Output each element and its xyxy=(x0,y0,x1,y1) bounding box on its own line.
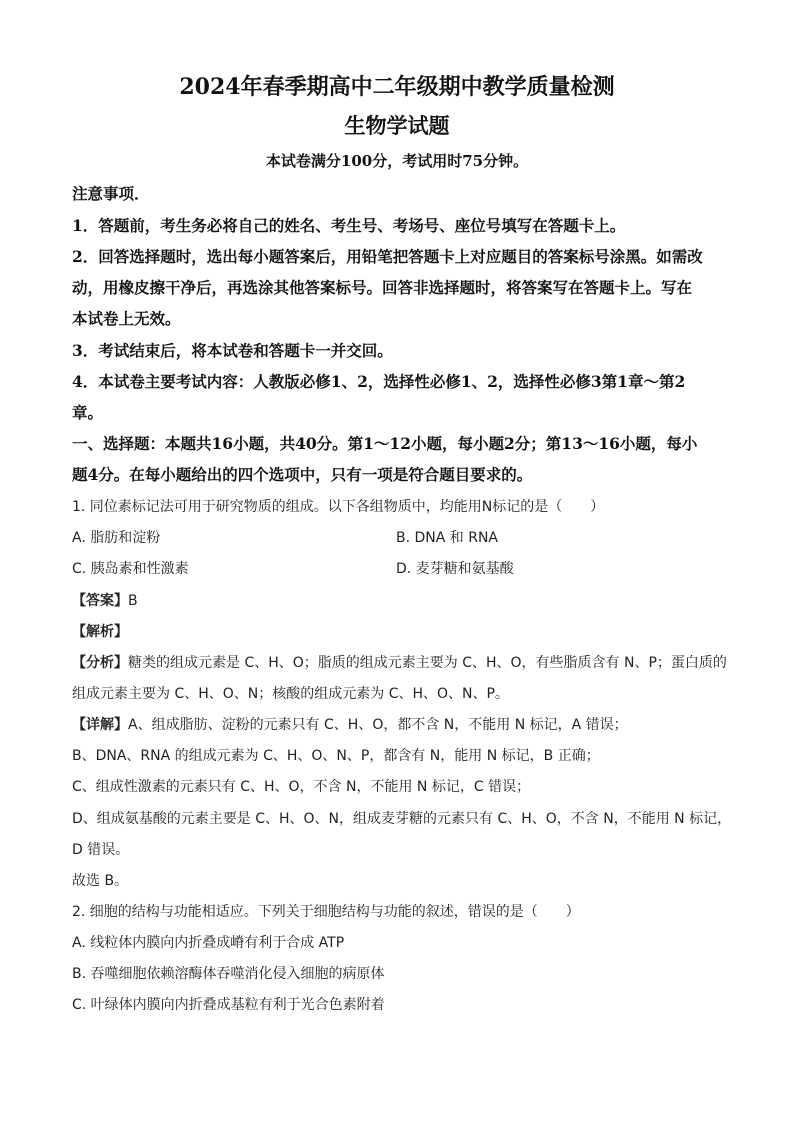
q1-option-c: C. 胰岛素和性激素 xyxy=(72,561,189,577)
note-item: 动，用橡皮擦干净后，再选涂其他答案标号。回答非选择题时，将答案写在答题卡上。写在 xyxy=(72,278,693,297)
q1-fenxi-cont: 组成元素主要为 C、H、O、N；核酸的组成元素为 C、H、O、N、P。 xyxy=(72,686,509,702)
q1-option-d: D. 麦芽糖和氨基酸 xyxy=(396,561,514,577)
note-item: 章。 xyxy=(72,403,104,422)
q1-detail-d-cont: D 错误。 xyxy=(72,842,130,858)
question-2-stem: 2. 细胞的结构与功能相适应。下列关于细胞结构与功能的叙述，错误的是（ ） xyxy=(72,904,580,920)
exam-title: 2024年春季期高中二年级期中教学质量检测 xyxy=(179,74,615,100)
q1-option-b: B. DNA 和 RNA xyxy=(396,530,499,546)
note-item: 3．考试结束后，将本试卷和答题卡一并交回。 xyxy=(72,341,393,360)
q2-option-a: A. 线粒体内膜向内折叠成嵴有利于合成 ATP xyxy=(72,935,345,951)
subject-title: 生物学试题 xyxy=(344,113,450,138)
detail-tag: 【详解】 xyxy=(72,717,128,733)
q1-conclusion: 故选 B。 xyxy=(72,873,129,889)
section-heading-cont: 题4分。在每小题给出的四个选项中，只有一项是符合题目要求的。 xyxy=(72,465,533,484)
section-heading: 一、选择题：本题共16小题，共40分。第1～12小题，每小题2分；第13～16小题，每小 xyxy=(72,434,698,453)
answer-tag: 【答案】 xyxy=(72,593,128,609)
q1-answer xyxy=(72,590,722,610)
q2-option-b: B. 吞噬细胞依赖溶酶体吞噬消化侵入细胞的病原体 xyxy=(72,966,385,982)
q1-detail-a xyxy=(72,714,722,734)
q1-analysis-tag xyxy=(72,621,722,641)
answer-value: B xyxy=(128,593,138,609)
note-item: 4．本试卷主要考试内容：人教版必修1、2，选择性必修1、2，选择性必修3第1章～第2 xyxy=(72,372,686,391)
fenxi-text: 糖类的组成元素是 C、H、O；脂质的组成元素主要为 C、H、O，有些脂质含有 N、P；蛋白质的 xyxy=(128,655,727,671)
fenxi-tag: 【分析】 xyxy=(72,655,128,671)
question-1-stem: 1. 同位素标记法可用于研究物质的组成。以下各组物质中，均能用N标记的是（ ） xyxy=(72,499,605,515)
q1-detail-c: C、组成性激素的元素只有 C、H、O，不含 N，不能用 N 标记，C 错误； xyxy=(72,779,531,795)
q1-option-a: A. 脂肪和淀粉 xyxy=(72,530,161,546)
note-item: 本试卷上无效。 xyxy=(72,309,181,328)
analysis-tag: 【解析】 xyxy=(72,624,128,640)
q2-option-c: C. 叶绿体内膜向内折叠成基粒有利于光合色素附着 xyxy=(72,997,385,1013)
q1-fenxi xyxy=(72,652,727,672)
notes-heading: 注意事项． xyxy=(72,184,150,203)
exam-info: 本试卷满分100分，考试用时75分钟。 xyxy=(265,152,529,170)
note-item: 1．答题前，考生务必将自己的姓名、考生号、考场号、座位号填写在答题卡上。 xyxy=(72,216,626,235)
q1-detail-b: B、DNA、RNA 的组成元素为 C、H、O、N、P，都含有 N，能用 N 标记，B 正确； xyxy=(72,748,600,764)
note-item: 2．回答选择题时，选出每小题答案后，用铅笔把答题卡上对应题目的答案标号涂黑。如需改 xyxy=(72,247,703,266)
detail-a-text: A、组成脂肪、淀粉的元素只有 C、H、O，都不含 N，不能用 N 标记，A 错误； xyxy=(128,717,628,733)
q1-detail-d: D、组成氨基酸的元素主要是 C、H、O、N，组成麦芽糖的元素只有 C、H、O，不含 N，不能用 N 标记， xyxy=(72,811,732,827)
